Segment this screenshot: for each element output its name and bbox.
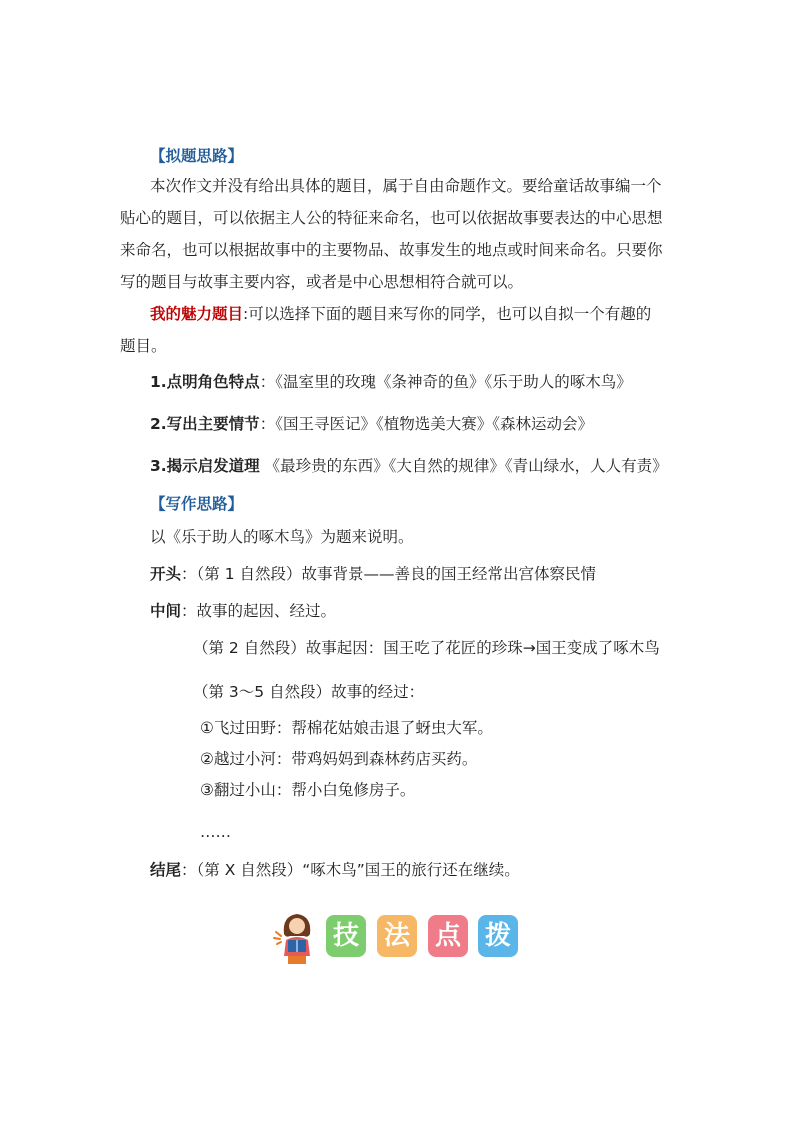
title-option-2-text: ：《国王寻医记》《植物选美大赛》《森林运动会》 bbox=[259, 415, 593, 433]
badge-char-2: 法 bbox=[377, 915, 417, 957]
outline-start-text: ：（第 1 自然段）故事背景——善良的国王经常出宫体察民情 bbox=[181, 565, 596, 583]
outline-middle-text: ：故事的起因、经过。 bbox=[181, 602, 337, 620]
outline-sub-1: （第 2 自然段）故事起因：国王吃了花匠的珍珠→国王变成了啄木鸟 bbox=[193, 639, 660, 657]
outline-middle bbox=[150, 601, 336, 621]
outline-start bbox=[150, 564, 596, 584]
outline-middle-label: 中间 bbox=[150, 602, 182, 620]
outline-sub-5: ③翻过小山：帮小白兔修房子。 bbox=[200, 781, 416, 799]
heading-title-ideas: 【拟题思路】 bbox=[150, 147, 244, 165]
outline-sub-4: ②越过小河：带鸡妈妈到森林药店买药。 bbox=[200, 750, 478, 768]
outline-start-label: 开头 bbox=[150, 565, 182, 583]
outline-sub-3: ①飞过田野：帮棉花姑娘击退了蚜虫大军。 bbox=[200, 719, 493, 737]
outline-end bbox=[150, 860, 520, 880]
title-option-2-label: 2.写出主要情节 bbox=[150, 415, 260, 433]
charm-title-line bbox=[150, 304, 651, 324]
title-option-1 bbox=[150, 372, 632, 392]
title-option-3-label: 3.揭示启发道理 bbox=[150, 457, 260, 475]
outline-end-text: ：（第 X 自然段）“啄木鸟”国王的旅行还在继续。 bbox=[181, 861, 520, 879]
reading-girl-icon bbox=[272, 906, 322, 966]
title-option-1-label: 1.点明角色特点 bbox=[150, 373, 260, 391]
writing-intro: 以《乐于助人的啄木鸟》为题来说明。 bbox=[150, 528, 414, 546]
paragraph-line-3: 来命名，也可以根据故事中的主要物品、故事发生的地点或时间来命名。只要你 bbox=[120, 241, 663, 259]
title-option-3-text: 《最珍贵的东西》《大自然的规律》《青山绿水，人人有责》 bbox=[259, 457, 668, 475]
badge-char-3: 点 bbox=[428, 915, 468, 957]
outline-sub-2: （第 3～5 自然段）故事的经过： bbox=[193, 683, 425, 701]
badge-char-4: 拨 bbox=[478, 915, 518, 957]
heading-writing-ideas: 【写作思路】 bbox=[150, 495, 244, 513]
charm-title-text: :可以选择下面的题目来写你的同学，也可以自拟一个有趣的 bbox=[243, 305, 652, 323]
paragraph-line-1: 本次作文并没有给出具体的题目，属于自由命题作文。要给童话故事编一个 bbox=[150, 177, 662, 195]
outline-end-label: 结尾 bbox=[150, 861, 182, 879]
title-option-3 bbox=[150, 456, 668, 476]
paragraph-line-2: 贴心的题目，可以依据主人公的特征来命名，也可以依据故事要表达的中心思想 bbox=[120, 209, 663, 227]
outline-ellipsis: …… bbox=[200, 823, 231, 841]
badge-char-1: 技 bbox=[326, 915, 366, 957]
charm-title-line-2: 题目。 bbox=[120, 337, 167, 355]
charm-title-label: 我的魅力题目 bbox=[150, 305, 244, 323]
technique-banner bbox=[272, 906, 532, 966]
title-option-2 bbox=[150, 414, 593, 434]
title-option-1-text: ：《温室里的玫瑰《条神奇的鱼》《乐于助人的啄木鸟》 bbox=[259, 373, 632, 391]
paragraph-line-4: 写的题目与故事主要内容，或者是中心思想相符合就可以。 bbox=[120, 273, 524, 291]
